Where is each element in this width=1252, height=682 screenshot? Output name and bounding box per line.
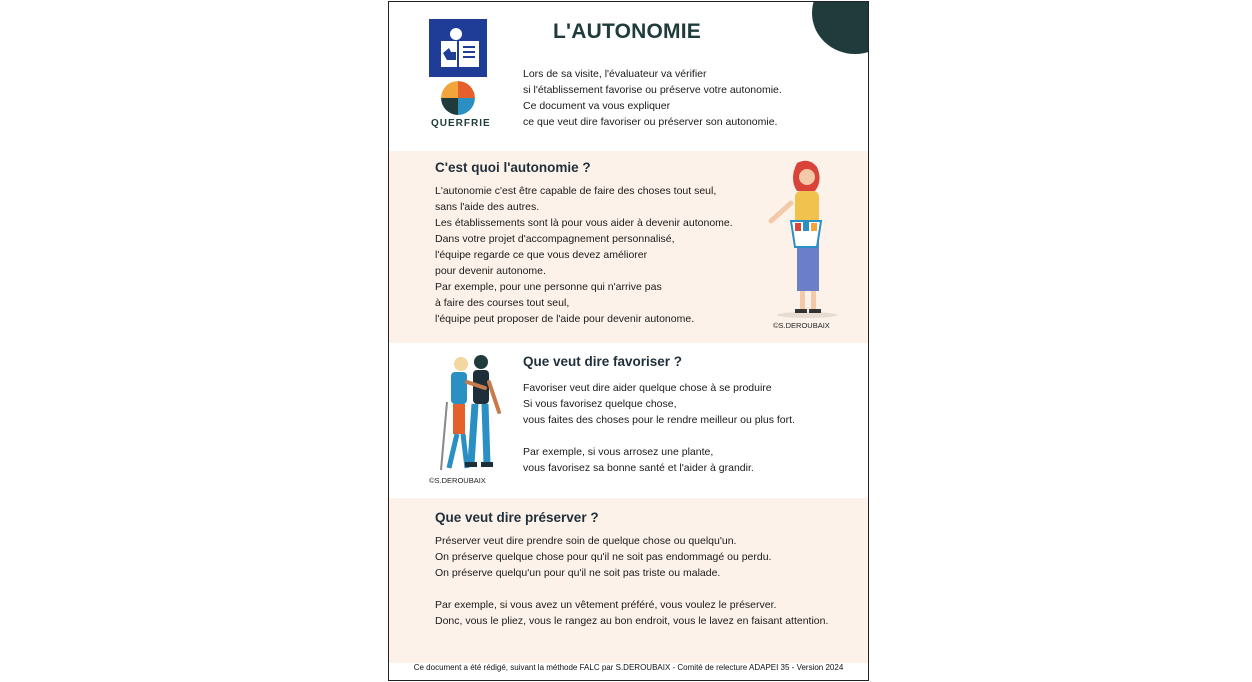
section-autonomie-text <box>435 183 733 327</box>
querfrie-logo-icon <box>441 81 475 115</box>
text-line: On préserve quelqu'un pour qu'il ne soit pas triste ou malade. <box>435 567 721 579</box>
page-title: L'AUTONOMIE <box>553 20 701 43</box>
corner-decoration <box>812 1 869 54</box>
text-line: vous favorisez sa bonne santé et l'aider à grandir. <box>523 462 754 474</box>
text-line: Favoriser veut dire aider quelque chose à se produire <box>523 382 772 394</box>
text-line: à faire des courses tout seul, <box>435 297 570 309</box>
intro-line: si l'établissement favorise ou préserve votre autonomie. <box>523 84 782 96</box>
text-line: Par exemple, si vous arrosez une plante, <box>523 446 714 458</box>
text-line: l'équipe regarde ce que vous devez améliorer <box>435 249 648 261</box>
text-line: Par exemple, pour une personne qui n'arrive pas <box>435 281 662 293</box>
text-line: vous faites des choses pour le rendre meilleur ou plus fort. <box>523 414 795 426</box>
text-line: Donc, vous le pliez, vous le rangez au bon endroit, vous le lavez en faisant attention. <box>435 615 829 627</box>
image-credit: ©S.DEROUBAIX <box>773 321 830 330</box>
image-credit: ©S.DEROUBAIX <box>429 476 486 485</box>
intro-line: Lors de sa visite, l'évaluateur va vérifier <box>523 68 707 80</box>
falc-logo-icon <box>429 19 487 77</box>
intro-line: Ce document va vous expliquer <box>523 100 671 112</box>
text-line: sans l'aide des autres. <box>435 201 540 213</box>
text-line: l'équipe peut proposer de l'aide pour devenir autonome. <box>435 313 695 325</box>
text-line: Par exemple, si vous avez un vêtement préféré, vous voulez le préserver. <box>435 599 777 611</box>
text-line: Préserver veut dire prendre soin de quelque chose ou quelqu'un. <box>435 535 737 547</box>
intro-text <box>523 66 782 130</box>
helping-walk-illustration <box>417 352 505 476</box>
document-page <box>388 1 869 681</box>
text-line: On préserve quelque chose pour qu'il ne soit pas endommagé ou perdu. <box>435 551 772 563</box>
text-line: pour devenir autonome. <box>435 265 546 277</box>
text-line: Si vous favorisez quelque chose, <box>523 398 677 410</box>
text-line: Les établissements sont là pour vous aider à devenir autonome. <box>435 217 733 229</box>
woman-shopping-illustration <box>767 159 847 319</box>
intro-line: ce que veut dire favoriser ou préserver son autonomie. <box>523 116 778 128</box>
section-favoriser-text <box>523 380 795 476</box>
section-heading: Que veut dire préserver ? <box>435 510 599 525</box>
section-heading: Que veut dire favoriser ? <box>523 354 683 369</box>
section-preserver-text <box>435 533 828 629</box>
section-heading: C'est quoi l'autonomie ? <box>435 160 591 175</box>
document-footer: Ce document a été rédigé, suivant la méthode FALC par S.DEROUBAIX - Comité de relecture ADAPEI 35 - Version 2024 <box>413 663 844 672</box>
querfrie-logo-text: QUERFRIE <box>431 118 491 129</box>
text-line: L'autonomie c'est être capable de faire des choses tout seul, <box>435 185 717 197</box>
text-line: Dans votre projet d'accompagnement personnalisé, <box>435 233 675 245</box>
